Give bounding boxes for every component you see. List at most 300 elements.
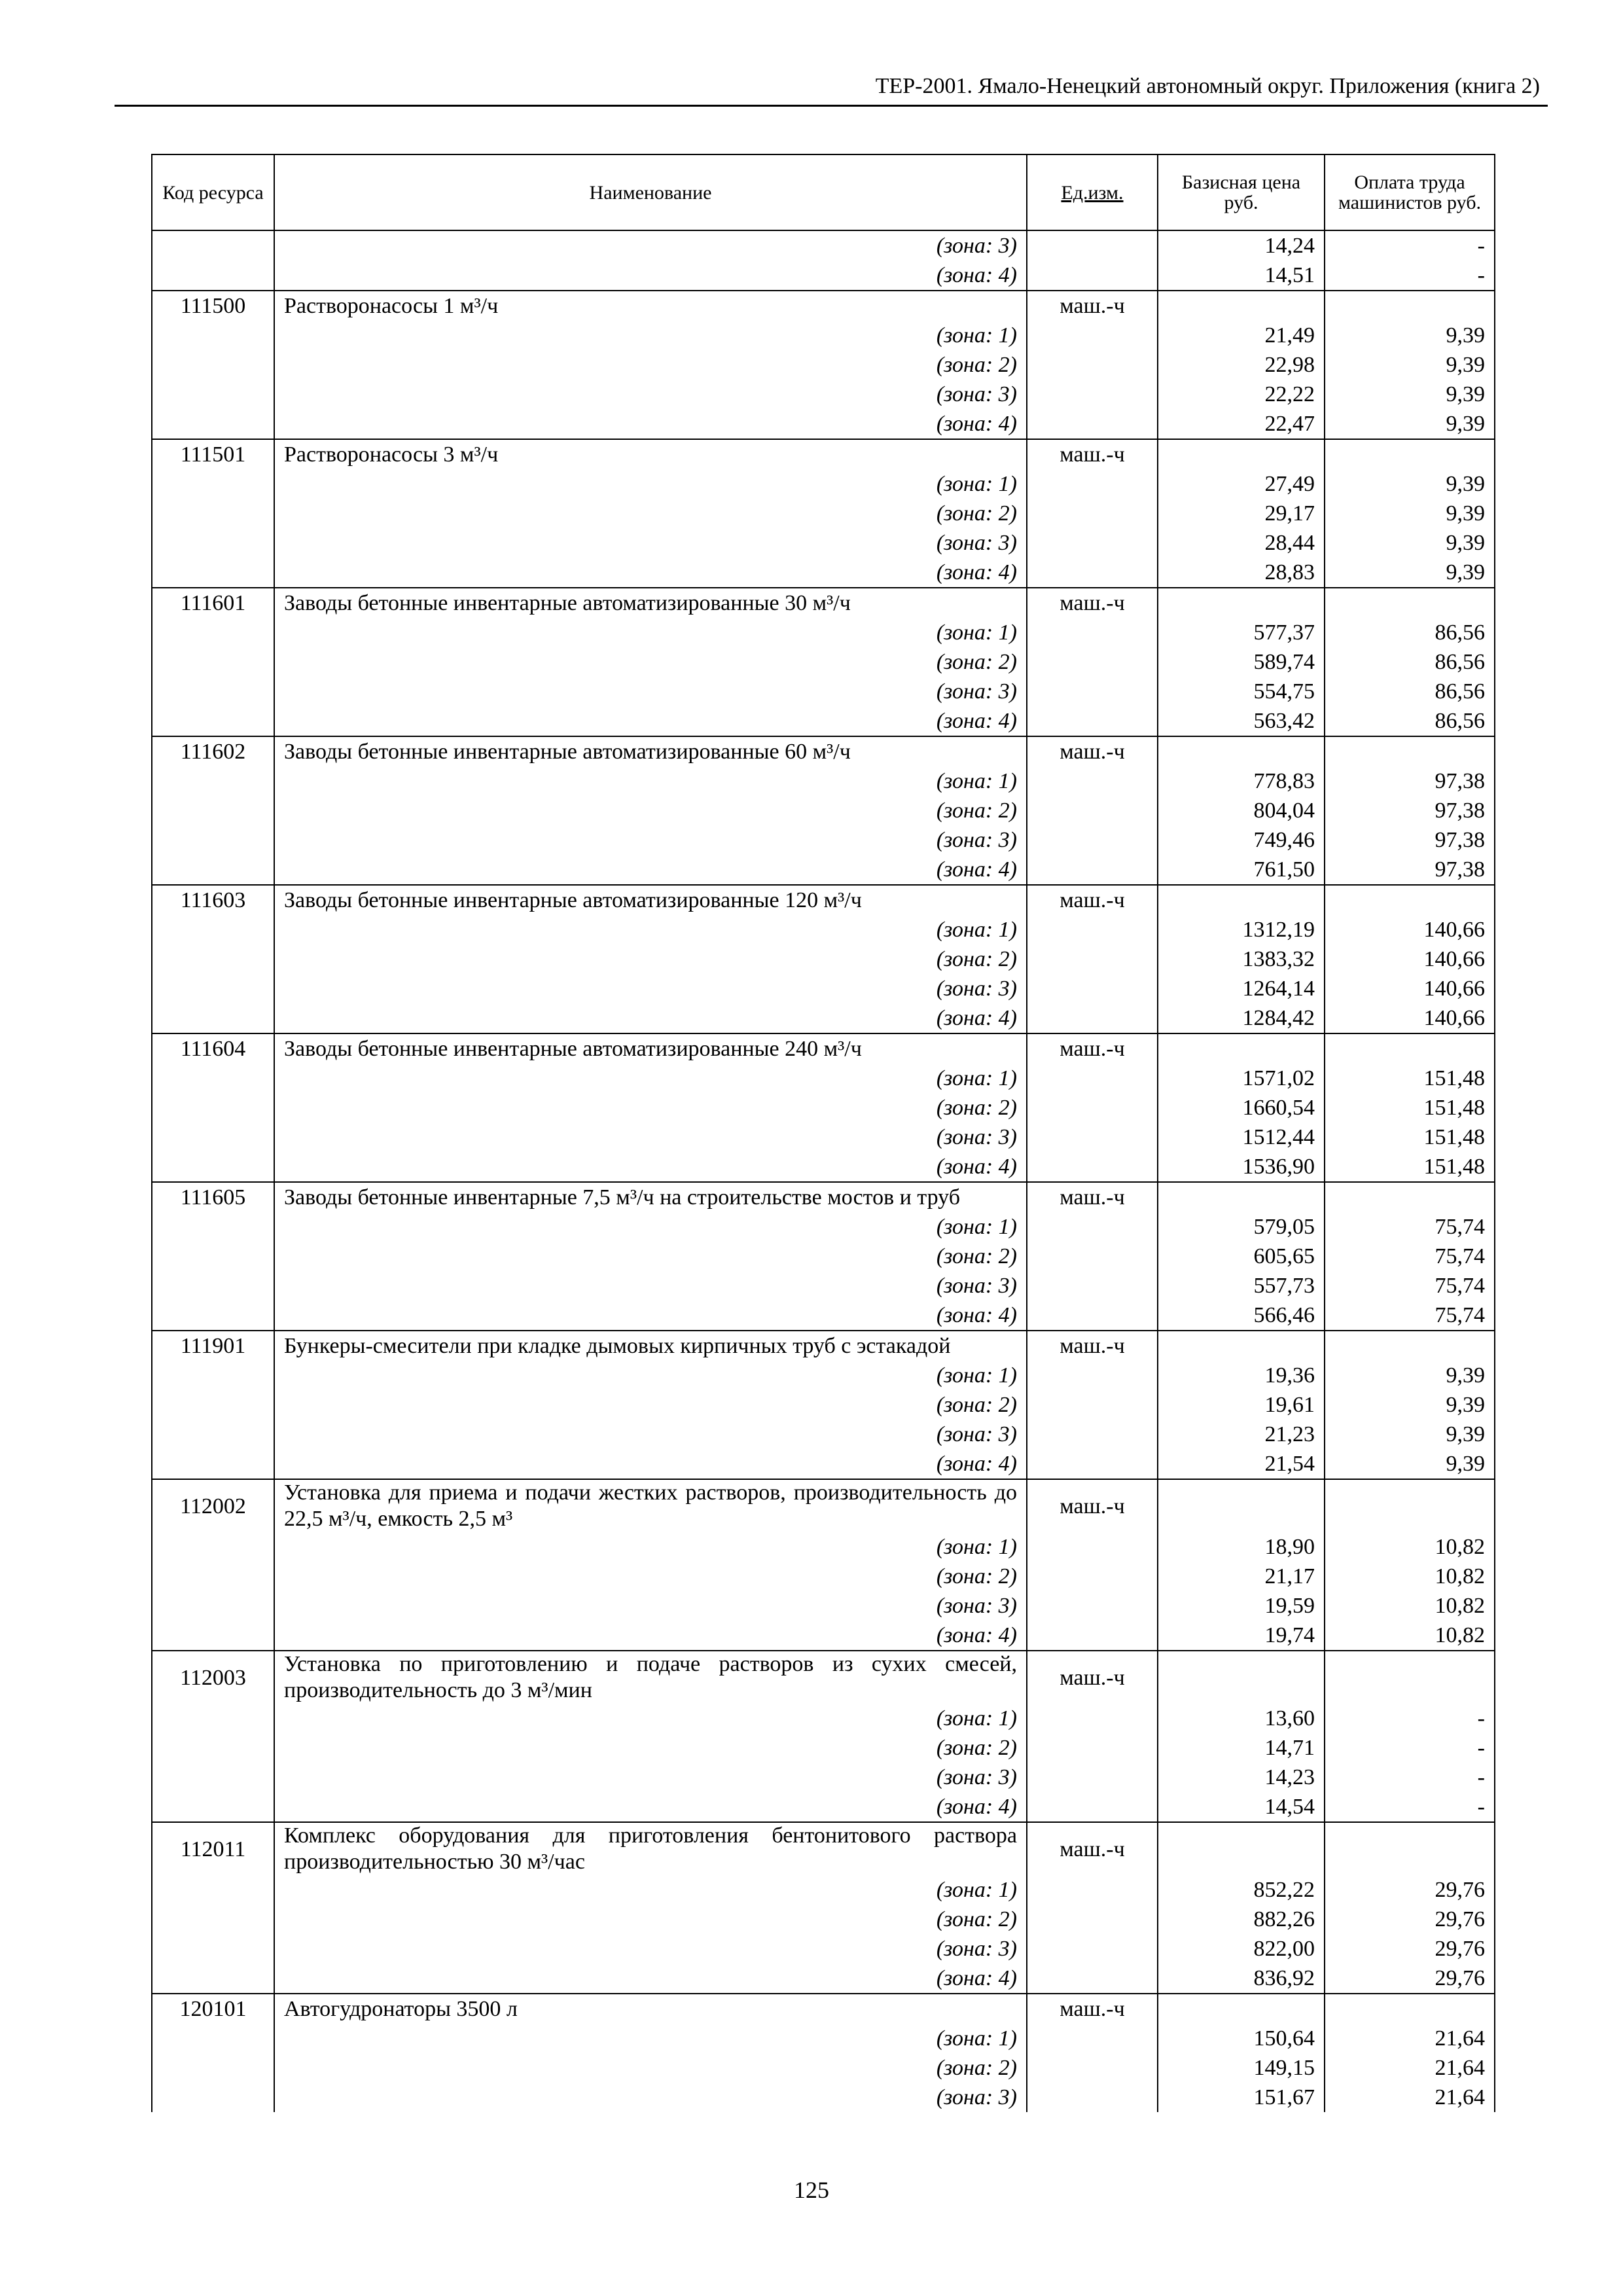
base-price: 14,71	[1158, 1733, 1325, 1763]
header-code: Код ресурса	[152, 154, 274, 230]
base-price: 19,36	[1158, 1361, 1325, 1390]
resource-unit: маш.-ч	[1027, 439, 1158, 469]
resource-row	[152, 1994, 1495, 2024]
resource-name: Заводы бетонные инвентарные автоматизированные 120 м³/ч	[274, 885, 1027, 915]
zone-label: (зона: 1)	[274, 1064, 1027, 1093]
zone-label: (зона: 2)	[274, 1242, 1027, 1271]
zone-label: (зона: 3)	[274, 528, 1027, 558]
code-cell	[152, 409, 274, 439]
zone-price-row	[152, 944, 1495, 974]
unit-cell	[1027, 677, 1158, 706]
zone-label: (зона: 2)	[274, 1390, 1027, 1420]
operator-wage: 75,74	[1325, 1271, 1495, 1300]
operator-wage: 9,39	[1325, 528, 1495, 558]
zone-price-row	[152, 1792, 1495, 1822]
operator-wage: 21,64	[1325, 2053, 1495, 2083]
operator-wage: 29,76	[1325, 1964, 1495, 1994]
zone-label: (зона: 4)	[274, 1300, 1027, 1331]
unit-cell	[1027, 1964, 1158, 1994]
operator-wage: 9,39	[1325, 321, 1495, 350]
price-cell	[1158, 1182, 1325, 1212]
resource-unit: маш.-ч	[1027, 1651, 1158, 1704]
unit-cell	[1027, 1621, 1158, 1651]
base-price: 749,46	[1158, 825, 1325, 855]
price-cell	[1158, 1994, 1325, 2024]
code-cell	[152, 2083, 274, 2112]
price-cell	[1158, 885, 1325, 915]
resource-row	[152, 1331, 1495, 1361]
code-cell	[152, 1591, 274, 1621]
zone-label: (зона: 3)	[274, 1420, 1027, 1449]
code-cell	[152, 1792, 274, 1822]
operator-wage: 9,39	[1325, 1361, 1495, 1390]
unit-cell	[1027, 1003, 1158, 1033]
zone-label: (зона: 1)	[274, 1704, 1027, 1733]
operator-wage: 140,66	[1325, 1003, 1495, 1033]
operator-wage: 29,76	[1325, 1875, 1495, 1905]
resource-code: 111501	[152, 439, 274, 469]
zone-price-row	[152, 321, 1495, 350]
operator-wage: 29,76	[1325, 1905, 1495, 1934]
zone-price-row	[152, 528, 1495, 558]
base-price: 852,22	[1158, 1875, 1325, 1905]
code-cell	[152, 321, 274, 350]
unit-cell	[1027, 1532, 1158, 1562]
wage-cell	[1325, 736, 1495, 766]
code-cell	[152, 915, 274, 944]
zone-price-row	[152, 1934, 1495, 1964]
code-cell	[152, 1003, 274, 1033]
unit-cell	[1027, 1704, 1158, 1733]
zone-price-row	[152, 1152, 1495, 1182]
unit-cell	[1027, 855, 1158, 885]
unit-cell	[1027, 558, 1158, 588]
unit-cell	[1027, 1905, 1158, 1934]
resource-code: 111605	[152, 1182, 274, 1212]
code-cell	[152, 1532, 274, 1562]
operator-wage: 10,82	[1325, 1591, 1495, 1621]
code-cell	[152, 230, 274, 260]
zone-label: (зона: 4)	[274, 1964, 1027, 1994]
resource-unit: маш.-ч	[1027, 1331, 1158, 1361]
operator-wage: 10,82	[1325, 1562, 1495, 1591]
price-cell	[1158, 1479, 1325, 1532]
resource-price-table	[151, 154, 1495, 2112]
unit-cell	[1027, 1271, 1158, 1300]
operator-wage: 151,48	[1325, 1122, 1495, 1152]
zone-price-row	[152, 974, 1495, 1003]
wage-cell	[1325, 1182, 1495, 1212]
wage-cell	[1325, 1033, 1495, 1064]
resource-code: 112003	[152, 1651, 274, 1704]
code-cell	[152, 1621, 274, 1651]
operator-wage: 9,39	[1325, 409, 1495, 439]
code-cell	[152, 647, 274, 677]
resource-code: 111500	[152, 291, 274, 321]
zone-label: (зона: 3)	[274, 230, 1027, 260]
code-cell	[152, 1733, 274, 1763]
unit-cell	[1027, 230, 1158, 260]
unit-cell	[1027, 944, 1158, 974]
resource-row	[152, 885, 1495, 915]
operator-wage: 140,66	[1325, 974, 1495, 1003]
code-cell	[152, 1763, 274, 1792]
resource-name: Растворонасосы 1 м³/ч	[274, 291, 1027, 321]
zone-price-row	[152, 558, 1495, 588]
unit-cell	[1027, 1763, 1158, 1792]
base-price: 29,17	[1158, 499, 1325, 528]
zone-label: (зона: 3)	[274, 677, 1027, 706]
page-header	[115, 73, 1548, 107]
resource-code: 111601	[152, 588, 274, 618]
unit-cell	[1027, 618, 1158, 647]
operator-wage: -	[1325, 230, 1495, 260]
zone-label: (зона: 3)	[274, 974, 1027, 1003]
operator-wage: 9,39	[1325, 558, 1495, 588]
unit-cell	[1027, 974, 1158, 1003]
code-cell	[152, 1361, 274, 1390]
base-price: 14,23	[1158, 1763, 1325, 1792]
resource-code: 112011	[152, 1822, 274, 1875]
zone-label: (зона: 3)	[274, 380, 1027, 409]
zone-price-row	[152, 1271, 1495, 1300]
resource-code: 111901	[152, 1331, 274, 1361]
unit-cell	[1027, 1152, 1158, 1182]
operator-wage: 86,56	[1325, 647, 1495, 677]
code-cell	[152, 825, 274, 855]
zone-price-row	[152, 1212, 1495, 1242]
zone-label: (зона: 4)	[274, 1003, 1027, 1033]
code-cell	[152, 469, 274, 499]
zone-label: (зона: 1)	[274, 1361, 1027, 1390]
zone-price-row	[152, 647, 1495, 677]
operator-wage: 140,66	[1325, 915, 1495, 944]
resource-name: Растворонасосы 3 м³/ч	[274, 439, 1027, 469]
zone-price-row	[152, 1621, 1495, 1651]
zone-label: (зона: 4)	[274, 1792, 1027, 1822]
base-price: 18,90	[1158, 1532, 1325, 1562]
base-price: 778,83	[1158, 766, 1325, 796]
base-price: 28,44	[1158, 528, 1325, 558]
unit-cell	[1027, 321, 1158, 350]
wage-cell	[1325, 439, 1495, 469]
code-cell	[152, 1064, 274, 1093]
unit-cell	[1027, 1361, 1158, 1390]
unit-cell	[1027, 2083, 1158, 2112]
zone-label: (зона: 2)	[274, 1093, 1027, 1122]
resource-row	[152, 1479, 1495, 1532]
resource-name: Комплекс оборудования для приготовления бентонитового раствора производительностью 30 м³/час	[274, 1822, 1027, 1875]
zone-price-row	[152, 618, 1495, 647]
zone-price-row	[152, 380, 1495, 409]
unit-cell	[1027, 1420, 1158, 1449]
wage-cell	[1325, 1994, 1495, 2024]
code-cell	[152, 1242, 274, 1271]
price-cell	[1158, 1033, 1325, 1064]
unit-cell	[1027, 2024, 1158, 2053]
base-price: 579,05	[1158, 1212, 1325, 1242]
resource-row	[152, 588, 1495, 618]
zone-label: (зона: 1)	[274, 1532, 1027, 1562]
base-price: 882,26	[1158, 1905, 1325, 1934]
code-cell	[152, 1271, 274, 1300]
zone-label: (зона: 4)	[274, 260, 1027, 291]
operator-wage: 151,48	[1325, 1064, 1495, 1093]
code-cell	[152, 1122, 274, 1152]
unit-cell	[1027, 766, 1158, 796]
zone-price-row	[152, 677, 1495, 706]
unit-cell	[1027, 825, 1158, 855]
unit-cell	[1027, 1792, 1158, 1822]
resource-unit: маш.-ч	[1027, 885, 1158, 915]
zone-price-row	[152, 825, 1495, 855]
code-cell	[152, 1300, 274, 1331]
zone-label: (зона: 3)	[274, 1591, 1027, 1621]
zone-label: (зона: 1)	[274, 2024, 1027, 2053]
price-cell	[1158, 736, 1325, 766]
resource-unit: маш.-ч	[1027, 588, 1158, 618]
base-price: 822,00	[1158, 1934, 1325, 1964]
zone-price-row	[152, 1591, 1495, 1621]
operator-wage: 29,76	[1325, 1934, 1495, 1964]
operator-wage: 151,48	[1325, 1152, 1495, 1182]
code-cell	[152, 974, 274, 1003]
zone-price-row	[152, 1532, 1495, 1562]
operator-wage: 86,56	[1325, 618, 1495, 647]
unit-cell	[1027, 380, 1158, 409]
resource-code: 111603	[152, 885, 274, 915]
unit-cell	[1027, 1733, 1158, 1763]
zone-price-row	[152, 469, 1495, 499]
unit-cell	[1027, 260, 1158, 291]
code-cell	[152, 766, 274, 796]
base-price: 761,50	[1158, 855, 1325, 885]
resource-code: 120101	[152, 1994, 274, 2024]
operator-wage: 86,56	[1325, 706, 1495, 736]
resource-unit: маш.-ч	[1027, 1182, 1158, 1212]
zone-price-row	[152, 1733, 1495, 1763]
base-price: 21,23	[1158, 1420, 1325, 1449]
wage-cell	[1325, 1479, 1495, 1532]
code-cell	[152, 1212, 274, 1242]
operator-wage: -	[1325, 1792, 1495, 1822]
unit-cell	[1027, 469, 1158, 499]
zone-price-row	[152, 1875, 1495, 1905]
operator-wage: -	[1325, 1763, 1495, 1792]
zone-price-row	[152, 2024, 1495, 2053]
resource-unit: маш.-ч	[1027, 1994, 1158, 2024]
zone-price-row	[152, 766, 1495, 796]
base-price: 563,42	[1158, 706, 1325, 736]
unit-cell	[1027, 2053, 1158, 2083]
zone-label: (зона: 2)	[274, 1562, 1027, 1591]
price-cell	[1158, 291, 1325, 321]
base-price: 27,49	[1158, 469, 1325, 499]
zone-price-row	[152, 260, 1495, 291]
resource-unit: маш.-ч	[1027, 291, 1158, 321]
zone-price-row	[152, 1300, 1495, 1331]
resource-name: Установка для приема и подачи жестких растворов, производительность до 22,5 м³/ч, емкость 2,5 м³	[274, 1479, 1027, 1532]
price-cell	[1158, 1331, 1325, 1361]
table-body	[152, 230, 1495, 2112]
price-cell	[1158, 1822, 1325, 1875]
code-cell	[152, 380, 274, 409]
zone-label: (зона: 1)	[274, 618, 1027, 647]
zone-label: (зона: 4)	[274, 1621, 1027, 1651]
unit-cell	[1027, 1242, 1158, 1271]
zone-label: (зона: 1)	[274, 469, 1027, 499]
resource-name: Автогудронаторы 3500 л	[274, 1994, 1027, 2024]
zone-price-row	[152, 1449, 1495, 1479]
base-price: 1536,90	[1158, 1152, 1325, 1182]
unit-cell	[1027, 1562, 1158, 1591]
base-price: 566,46	[1158, 1300, 1325, 1331]
code-cell	[152, 1152, 274, 1182]
unit-cell	[1027, 796, 1158, 825]
operator-wage: 9,39	[1325, 1390, 1495, 1420]
code-cell	[152, 260, 274, 291]
page-number: 125	[794, 2177, 829, 2203]
base-price: 1383,32	[1158, 944, 1325, 974]
code-cell	[152, 1449, 274, 1479]
operator-wage: 75,74	[1325, 1300, 1495, 1331]
zone-price-row	[152, 796, 1495, 825]
code-cell	[152, 855, 274, 885]
price-cell	[1158, 588, 1325, 618]
wage-cell	[1325, 885, 1495, 915]
resource-name: Бункеры-смесители при кладке дымовых кирпичных труб с эстакадой	[274, 1331, 1027, 1361]
code-cell	[152, 1562, 274, 1591]
base-price: 577,37	[1158, 618, 1325, 647]
operator-wage: 75,74	[1325, 1212, 1495, 1242]
wage-cell	[1325, 588, 1495, 618]
operator-wage: 75,74	[1325, 1242, 1495, 1271]
resource-name: Установка по приготовлению и подаче растворов из сухих смесей, производительность до 3 м³/мин	[274, 1651, 1027, 1704]
wage-cell	[1325, 291, 1495, 321]
code-cell	[152, 1093, 274, 1122]
resource-code: 111604	[152, 1033, 274, 1064]
zone-label: (зона: 2)	[274, 499, 1027, 528]
base-price: 804,04	[1158, 796, 1325, 825]
code-cell	[152, 1704, 274, 1733]
base-price: 149,15	[1158, 2053, 1325, 2083]
base-price: 554,75	[1158, 677, 1325, 706]
zone-price-row	[152, 1964, 1495, 1994]
zone-label: (зона: 2)	[274, 1905, 1027, 1934]
resource-row	[152, 439, 1495, 469]
base-price: 14,54	[1158, 1792, 1325, 1822]
base-price: 1571,02	[1158, 1064, 1325, 1093]
unit-cell	[1027, 499, 1158, 528]
base-price: 557,73	[1158, 1271, 1325, 1300]
resource-row	[152, 736, 1495, 766]
zone-label: (зона: 2)	[274, 647, 1027, 677]
code-cell	[152, 618, 274, 647]
resource-name: Заводы бетонные инвентарные автоматизированные 240 м³/ч	[274, 1033, 1027, 1064]
zone-label: (зона: 3)	[274, 1122, 1027, 1152]
zone-price-row	[152, 2083, 1495, 2112]
zone-label: (зона: 4)	[274, 409, 1027, 439]
unit-cell	[1027, 915, 1158, 944]
zone-label: (зона: 3)	[274, 1763, 1027, 1792]
zone-label: (зона: 2)	[274, 944, 1027, 974]
base-price: 13,60	[1158, 1704, 1325, 1733]
zone-price-row	[152, 1704, 1495, 1733]
zone-label: (зона: 2)	[274, 350, 1027, 380]
operator-wage: -	[1325, 260, 1495, 291]
base-price: 589,74	[1158, 647, 1325, 677]
zone-label: (зона: 4)	[274, 855, 1027, 885]
zone-price-row	[152, 915, 1495, 944]
resource-name: Заводы бетонные инвентарные автоматизированные 60 м³/ч	[274, 736, 1027, 766]
base-price: 19,61	[1158, 1390, 1325, 1420]
zone-label: (зона: 1)	[274, 1875, 1027, 1905]
operator-wage: -	[1325, 1733, 1495, 1763]
operator-wage: 9,39	[1325, 1449, 1495, 1479]
code-cell	[152, 677, 274, 706]
base-price: 22,47	[1158, 409, 1325, 439]
unit-cell	[1027, 1212, 1158, 1242]
operator-wage: 21,64	[1325, 2083, 1495, 2112]
unit-cell	[1027, 350, 1158, 380]
code-cell	[152, 2053, 274, 2083]
resource-name: Заводы бетонные инвентарные автоматизированные 30 м³/ч	[274, 588, 1027, 618]
unit-cell	[1027, 1934, 1158, 1964]
resource-unit: маш.-ч	[1027, 736, 1158, 766]
zone-label: (зона: 2)	[274, 796, 1027, 825]
zone-label: (зона: 4)	[274, 1152, 1027, 1182]
unit-cell	[1027, 409, 1158, 439]
zone-label: (зона: 3)	[274, 2083, 1027, 2112]
resource-unit: маш.-ч	[1027, 1479, 1158, 1532]
zone-label: (зона: 1)	[274, 321, 1027, 350]
operator-wage: 151,48	[1325, 1093, 1495, 1122]
zone-price-row	[152, 1390, 1495, 1420]
resource-unit: маш.-ч	[1027, 1033, 1158, 1064]
operator-wage: 97,38	[1325, 766, 1495, 796]
code-cell	[152, 796, 274, 825]
base-price: 605,65	[1158, 1242, 1325, 1271]
unit-cell	[1027, 1093, 1158, 1122]
operator-wage: 9,39	[1325, 380, 1495, 409]
zone-label: (зона: 2)	[274, 1733, 1027, 1763]
base-price: 1264,14	[1158, 974, 1325, 1003]
zone-price-row	[152, 230, 1495, 260]
code-cell	[152, 2024, 274, 2053]
zone-label: (зона: 4)	[274, 558, 1027, 588]
code-cell	[152, 1875, 274, 1905]
zone-price-row	[152, 1562, 1495, 1591]
zone-label: (зона: 3)	[274, 1271, 1027, 1300]
resource-code: 112002	[152, 1479, 274, 1532]
code-cell	[152, 1390, 274, 1420]
base-price: 21,17	[1158, 1562, 1325, 1591]
operator-wage: 97,38	[1325, 825, 1495, 855]
operator-wage: 9,39	[1325, 469, 1495, 499]
zone-label: (зона: 4)	[274, 1449, 1027, 1479]
base-price: 1512,44	[1158, 1122, 1325, 1152]
unit-cell	[1027, 647, 1158, 677]
base-price: 19,74	[1158, 1621, 1325, 1651]
base-price: 1284,42	[1158, 1003, 1325, 1033]
base-price: 836,92	[1158, 1964, 1325, 1994]
code-cell	[152, 1934, 274, 1964]
operator-wage: 140,66	[1325, 944, 1495, 974]
header-price: Базисная цена руб.	[1158, 154, 1325, 230]
resource-row	[152, 1822, 1495, 1875]
zone-label: (зона: 3)	[274, 1934, 1027, 1964]
price-cell	[1158, 1651, 1325, 1704]
